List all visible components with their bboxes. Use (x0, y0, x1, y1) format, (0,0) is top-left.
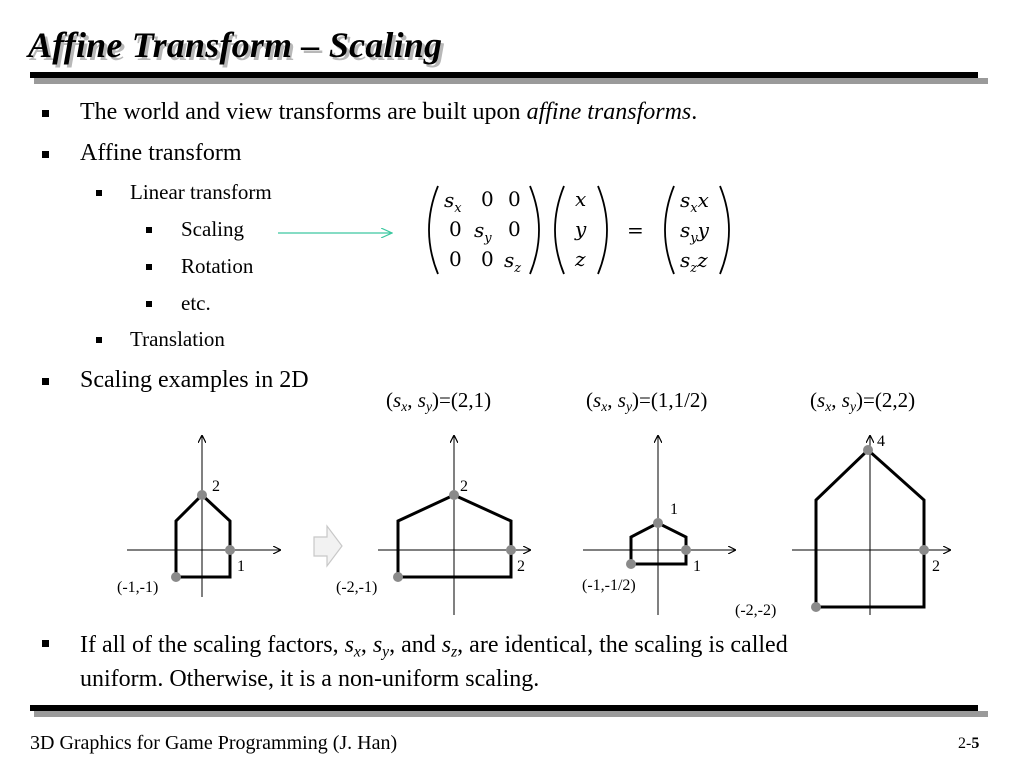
matrix-zero: 0 (449, 217, 462, 241)
point-top (449, 490, 459, 500)
caption-s: s (617, 388, 626, 412)
bullet-affine-transform: Affine transform (80, 140, 242, 166)
caption-sub: x (401, 399, 408, 415)
point-top (653, 518, 663, 528)
result-paren-right (720, 186, 729, 274)
matrix-s-x: $s_x$ (444, 188, 462, 216)
diagram-original (117, 436, 280, 597)
footer-course: 3D Graphics for Game Programming (J. Han) (30, 732, 398, 754)
caption-paren: ( (386, 388, 393, 412)
point-top (197, 490, 207, 500)
label-corner: (-1,-1/2) (582, 577, 636, 594)
math-s: s (441, 632, 452, 658)
bullet-text: If all of the scaling factors, (80, 632, 345, 658)
math-s: s (372, 632, 383, 658)
result-sz-z: $s_zz$ (680, 248, 708, 276)
footer-rule (30, 705, 978, 711)
bullet-text: uniform. Otherwise, it is a non-uniform scaling. (80, 666, 540, 692)
equals-sign: = (627, 218, 644, 242)
label-top: 4 (877, 433, 885, 450)
caption-value: )=(2,2) (856, 388, 916, 412)
point-corner (811, 602, 821, 612)
point-corner (393, 572, 403, 582)
bullet-linear-transform: Linear transform (130, 180, 272, 204)
caption-sub: y (625, 399, 632, 415)
point-right (919, 545, 929, 555)
caption-paren: ( (810, 388, 817, 412)
label-right: 1 (237, 558, 245, 575)
math-sub: z (451, 643, 458, 661)
caption-s: s (817, 388, 826, 412)
caption-comma: , (607, 388, 618, 412)
matrix-zero: 0 (508, 187, 521, 211)
caption-sub: y (849, 399, 856, 415)
vector-paren-right (598, 186, 607, 274)
label-top: 2 (212, 478, 220, 495)
bullet-emphasis: affine transforms (526, 99, 692, 125)
matrix-s-z: $s_z$ (504, 248, 522, 276)
diagram-scale-2-2 (735, 433, 950, 619)
matrix-paren-left (429, 186, 438, 274)
caption-s: s (593, 388, 602, 412)
point-right (225, 545, 235, 555)
block-arrow-icon (314, 526, 342, 566)
bullet-text-end: . (691, 99, 698, 125)
matrix-s-y: $s_y$ (474, 218, 492, 246)
bullet-text: , (360, 632, 373, 658)
math-sub: y (382, 643, 390, 661)
math-s: s (344, 632, 354, 658)
point-right (506, 545, 516, 555)
caption-sub: y (425, 399, 432, 415)
caption-sub: x (825, 399, 832, 415)
matrix-zero: 0 (481, 247, 494, 271)
diagram-scale-2-1 (336, 436, 530, 615)
result-sy-y: $s_yy$ (680, 218, 709, 246)
diagram-scale-1-half (582, 436, 735, 615)
bullet-translation: Translation (130, 327, 225, 351)
caption-value: )=(2,1) (432, 388, 492, 412)
vector-x: x (575, 187, 587, 211)
label-right: 2 (932, 558, 940, 575)
point-right (681, 545, 691, 555)
bullet-etc: etc. (181, 291, 211, 315)
vector-y: y (575, 217, 587, 241)
caption-paren: ( (586, 388, 593, 412)
page-num: 5 (971, 735, 980, 752)
bullet-rotation: Rotation (181, 254, 254, 278)
label-right: 2 (517, 558, 525, 575)
caption-comma: , (831, 388, 842, 412)
slide-title: Affine Transform – Scaling (28, 25, 443, 65)
result-paren-left (665, 186, 674, 274)
matrix-zero: 0 (508, 217, 521, 241)
label-corner: (-1,-1) (117, 579, 159, 596)
label-corner: (-2,-2) (735, 602, 777, 619)
bullet-uniform-scaling (80, 628, 788, 696)
caption-s: s (393, 388, 402, 412)
caption-value: )=(1,1/2) (632, 388, 708, 412)
footer-rule-shadow (34, 711, 988, 717)
point-top (863, 445, 873, 455)
result-sx-x: $s_xx$ (680, 188, 709, 216)
footer-page-number (958, 735, 979, 753)
label-corner: (-2,-1) (336, 579, 378, 596)
matrix-zero: 0 (449, 247, 462, 271)
bullet-scaling-examples: Scaling examples in 2D (80, 367, 309, 393)
math-sub: x (353, 643, 361, 661)
bullet-text: The world and view transforms are built upon (80, 99, 527, 125)
caption-s: s (417, 388, 426, 412)
matrix-zero: 0 (481, 187, 494, 211)
vector-z: z (575, 247, 586, 271)
matrix-paren-right (530, 186, 539, 274)
label-right: 1 (693, 558, 701, 575)
page-prefix: 2- (958, 735, 972, 752)
label-top: 1 (670, 501, 678, 518)
bullet-text: , are identical, the scaling is called (457, 632, 788, 658)
vector-paren-left (555, 186, 564, 274)
caption-s: s (841, 388, 850, 412)
bullet-text: , and (389, 632, 442, 658)
caption-comma: , (407, 388, 418, 412)
bullet-marker (42, 640, 49, 647)
label-top: 2 (460, 478, 468, 495)
point-corner (626, 559, 636, 569)
caption-sub: x (601, 399, 608, 415)
point-corner (171, 572, 181, 582)
house-shape (176, 495, 230, 577)
bullet-scaling: Scaling (181, 217, 244, 241)
